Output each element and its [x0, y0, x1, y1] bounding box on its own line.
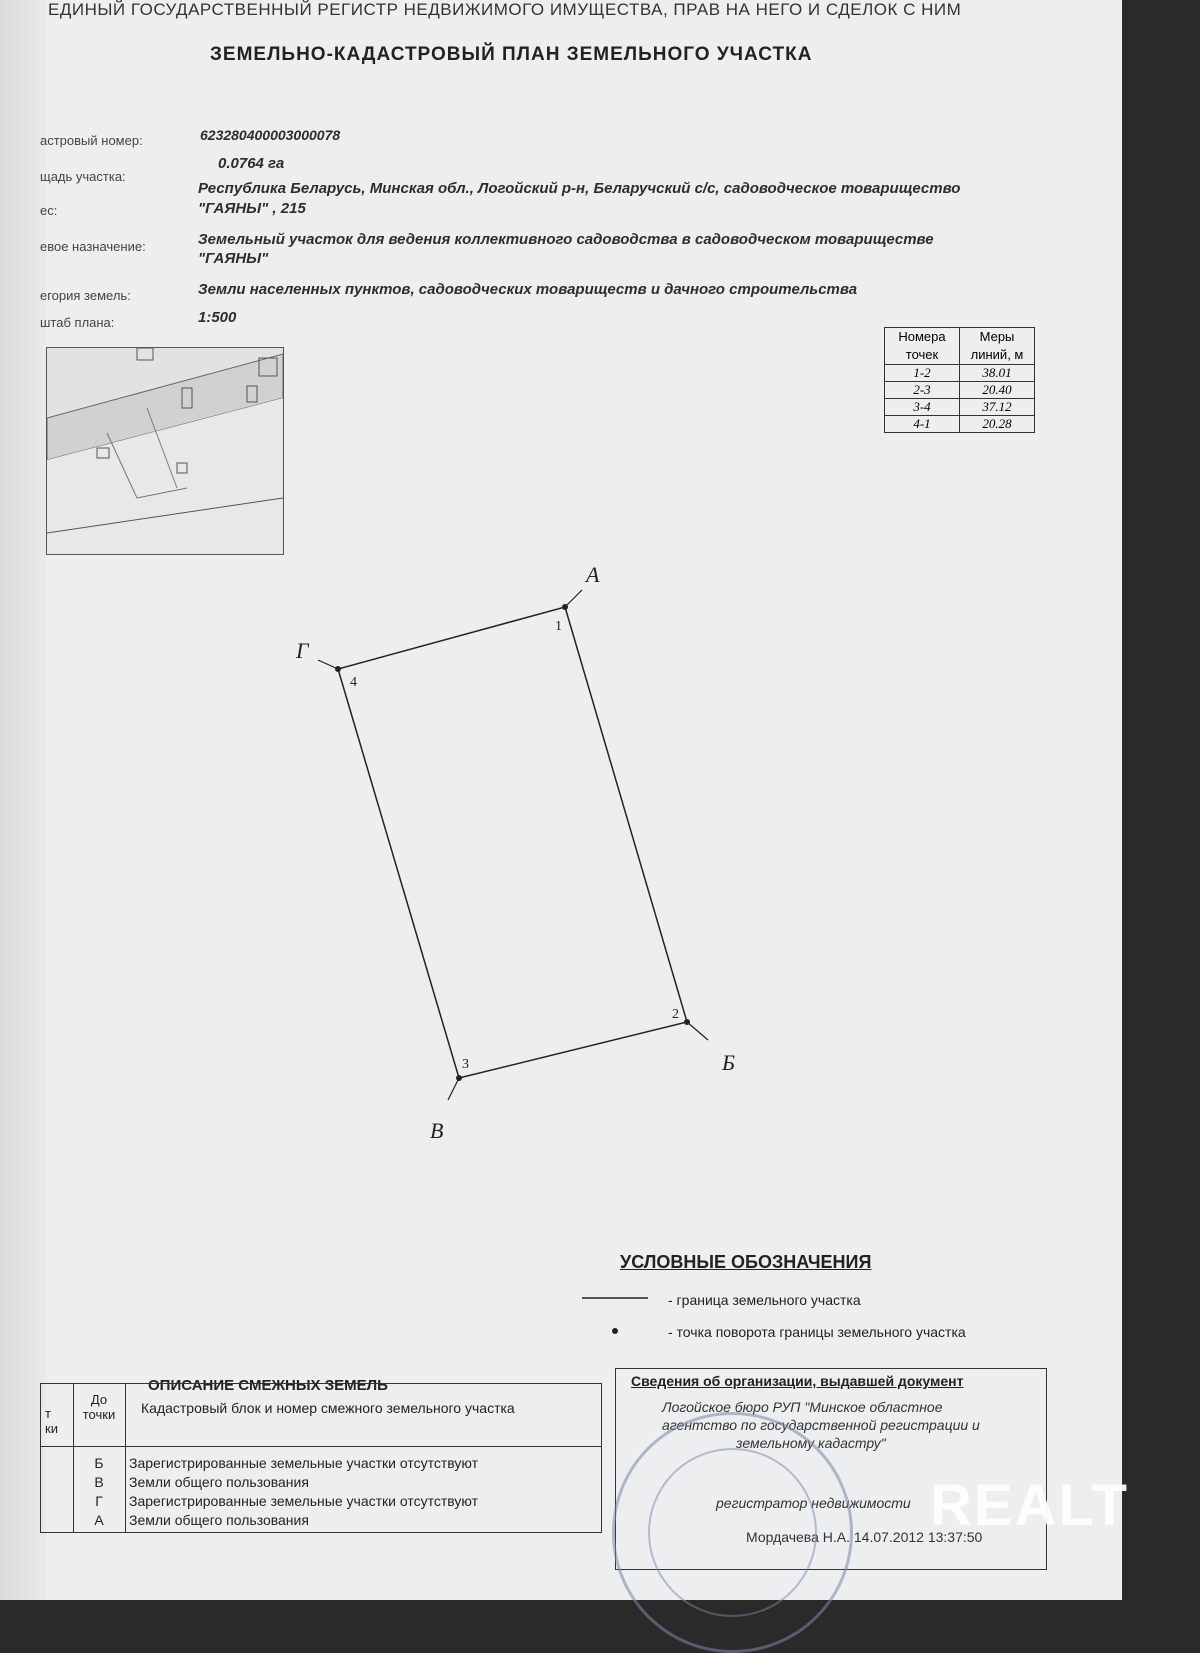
vertex-point [562, 604, 568, 610]
point-label-2: 2 [672, 1007, 679, 1022]
adjacent-lands-table [40, 1383, 602, 1533]
category-value: Земли населенных пунктов, садоводческих товариществ и дачного строительства [198, 281, 858, 298]
legend-title: УСЛОВНЫЕ ОБОЗНАЧЕНИЯ [620, 1252, 872, 1272]
vertex-point [335, 666, 341, 672]
area-label: щадь участка: [40, 169, 126, 184]
adj-col-desc: Кадастровый блок и номер смежного земельного участка [141, 1400, 515, 1416]
scale-label: штаб плана: [40, 315, 115, 330]
legend-point-label: - точка поворота границы земельного участка [668, 1324, 966, 1340]
point-label-4: 4 [350, 675, 357, 690]
org-line3: земельному кадастру" [736, 1435, 886, 1451]
category-label: егория земель: [40, 288, 131, 303]
address-label: ес: [40, 203, 58, 218]
cadastral-label: астровый номер: [40, 133, 143, 148]
official-stamp-inner [648, 1448, 817, 1617]
parcel-boundary [338, 607, 687, 1078]
table-row: 1-2 38.01 [885, 365, 1035, 382]
table-row: 2-3 20.40 [885, 382, 1035, 399]
registry-header: ЕДИНЫЙ ГОСУДАРСТВЕННЫЙ РЕГИСТР НЕДВИЖИМОГО ИМУЩЕСТВА, ПРАВ НА НЕГО И СДЕЛОК С НИМ [48, 0, 962, 19]
legend-line-label: - граница земельного участка [668, 1292, 861, 1308]
legend-point-symbol [612, 1328, 618, 1334]
org-signer: Мордачева Н.А. 14.07.2012 13:37:50 [746, 1529, 983, 1545]
cadastral-value: 623280400003000078 [200, 127, 341, 143]
measures-col-length: Меры линий, м [960, 328, 1035, 365]
org-line2: агентство по государственной регистрации и [662, 1417, 980, 1433]
purpose-line2: "ГАЯНЫ" [198, 250, 269, 267]
list-item: Земли общего пользования [129, 1512, 309, 1528]
table-row: 4-1 20.28 [885, 416, 1035, 433]
list-item: Земли общего пользования [129, 1474, 309, 1490]
org-line1: Логойское бюро РУП "Минское областное [662, 1399, 943, 1415]
list-item: Зарегистрированные земельные участки отсутствуют [129, 1493, 478, 1509]
address-line1: Республика Беларусь, Минская обл., Логойский р-н, Беларучский с/с, садоводческое товарищество [198, 180, 961, 197]
adj-col-to: До точки [82, 1392, 116, 1422]
corner-label-v: В [430, 1118, 444, 1143]
adj-desc-list [129, 1454, 478, 1530]
document-title: ЗЕМЕЛЬНО-КАДАСТРОВЫЙ ПЛАН ЗЕМЕЛЬНОГО УЧАСТКА [210, 44, 813, 65]
purpose-line1: Земельный участок для ведения коллективного садоводства в садоводческом товариществе [198, 231, 934, 248]
corner-label-a: А [586, 562, 600, 587]
corner-label-g: Г [296, 638, 309, 663]
org-title: Сведения об организации, выдавшей документ [631, 1373, 964, 1389]
measures-col-points: Номера точек [885, 328, 960, 365]
purpose-label: евое назначение: [40, 239, 146, 254]
list-item: Зарегистрированные земельные участки отсутствуют [129, 1455, 478, 1471]
vertex-point [456, 1075, 462, 1081]
org-role: регистратор недвижимости [716, 1495, 911, 1511]
point-label-1: 1 [555, 619, 562, 634]
vertex-point [684, 1019, 690, 1025]
corner-label-b: Б [722, 1050, 735, 1075]
table-row: 3-4 37.12 [885, 399, 1035, 416]
adj-col-from: т ки [45, 1406, 58, 1436]
area-value: 0.0764 га [218, 155, 285, 172]
adjacent-title: ОПИСАНИЕ СМЕЖНЫХ ЗЕМЕЛЬ [148, 1377, 388, 1394]
address-line2: "ГАЯНЫ" , 215 [198, 200, 306, 217]
point-label-3: 3 [462, 1057, 469, 1072]
adj-to-list: Б В Г А [94, 1455, 104, 1528]
watermark-logo: REALT [930, 1473, 1130, 1538]
scale-value: 1:500 [198, 309, 237, 326]
